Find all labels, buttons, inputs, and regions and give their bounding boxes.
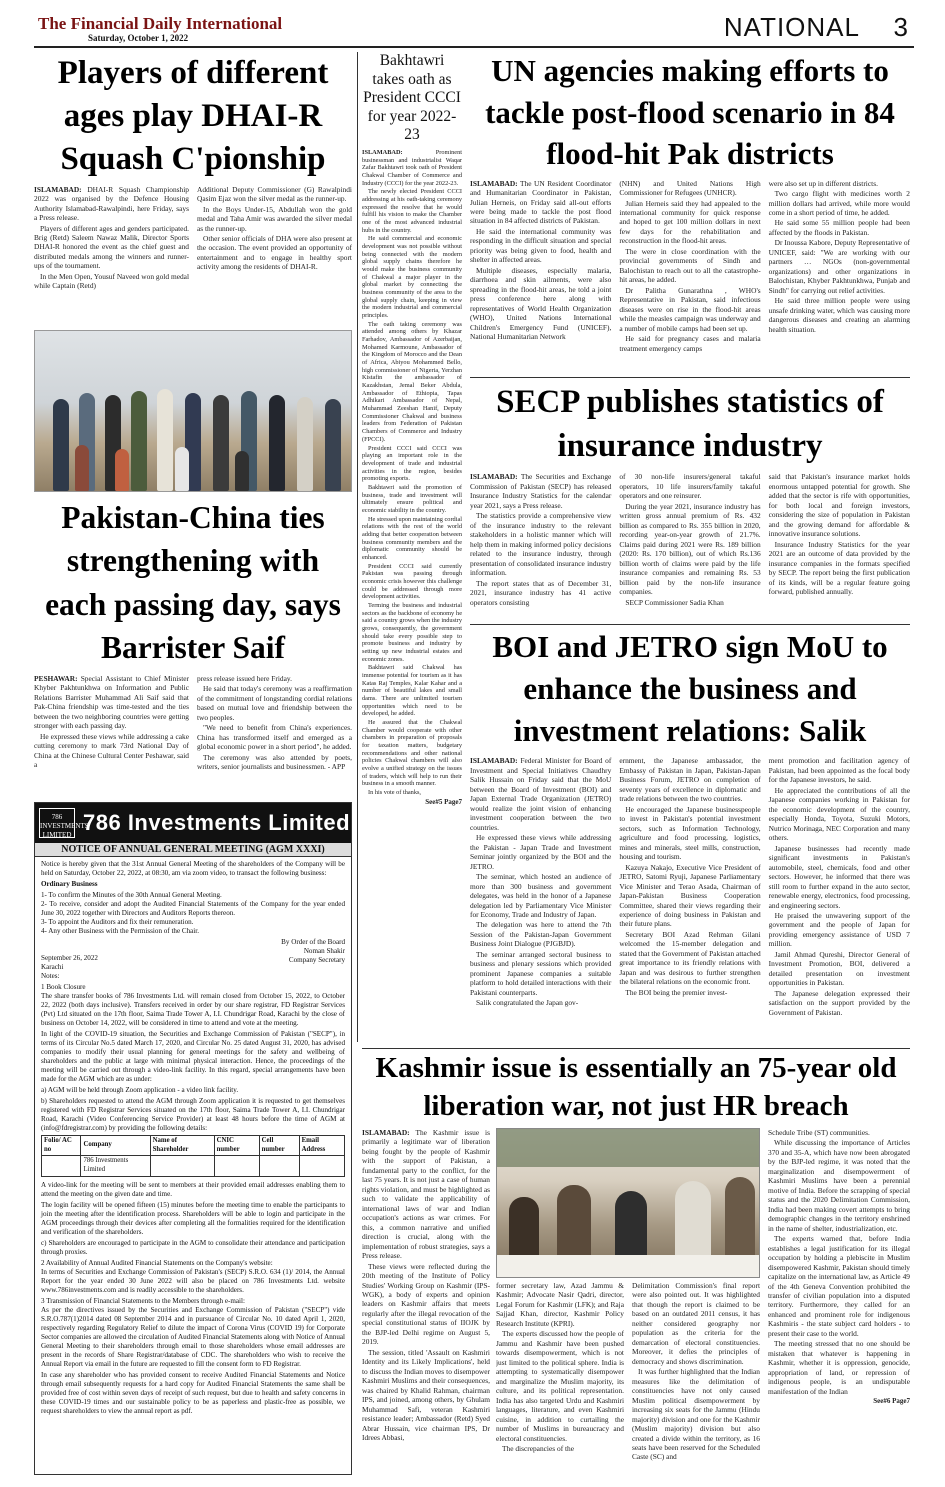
ad-secretary-title: Company Secretary [288,956,345,964]
kashmir-col-4: Schedule Tribe (ST) communities. While discussing the importance of Articles 370 and 35-A, which have now been abrogated by the BJP-led regime, it was noted that the marginalization and disempowerment of Kashmiri Muslims have been a perennial motive of India. Before the scrapping of special status and the 2020 Delimitation Commission, India had been making covert attempts to bring demographic changes in the territory enshrined in the name of shelter, industrialization, etc. The experts warned that, before India establishes a legal justification for its illegal occupation by holding a plebiscite in Muslim disempowered Kashmir, Pakistan should timely capitalize on the international law, as Article 49 of the 4th Geneva Convention prohibited the transfer of civilian population into a disputed territory. Furthermore, they called for an enhanced and prominent role for indigenous Kashmiris - the state subject card holders - to present their case to the world. The meeting stressed that no one should be mistaken that whatever is happening in Kashmir, whether it is oppression, genocide, appropriation of land, or repression of indigenous people, is an undisputable manifestation of the Indian See#6 Page7 [768,1128,910,1406]
paper-name: The Financial Daily International [38,14,283,33]
kashmir-col-2: former secretary law, Azad Jammu & Kashmir; Advocate Nasir Qadri, director, Legal Forum for Kashmir (LFK); and Raja Sajjad Khan, director, Kashmir Policy Research Institute (KPRI). The experts discussed how the people of Jammu and Kashmir have been pushed towards disempowerment, which is not just limited to the political sphere. India is attempting to systematically disempower and marginalize the Muslim majority, its culture, and its political representation. India has also targeted Urdu and Kashmiri languages, literature, and even Kashmiri cuisine, in addition to curtailing the number of Muslims in bureaucracy and electoral constituencies. The discrepancies of the [496,1281,624,1453]
bakhtawri-headline: Bakhtawri takes oath as President CCCI for year 2022-23 [363,52,461,144]
un-col-2: (NHN) and United Nations High Commissioner for Refugees (UNHCR). Julian Herneis said they had appealed to the international community for quick response and hoped to get 100 million dollars in next few days for the rehabilitation and reconstruction in the flood-hit areas. The were in close coordination with the provincial governments of Sindh and Balochistan to reach out to all the catastrophe-hit areas, he added. Dr Palitha Gunarathna , WHO's Representative in Pakistan, said infectious diseases were on rise in the flood-hit areas while the measles campaign was underway and a number of mobile camps had been set up. He said for pregnancy cases and malaria treatment emergency camps [619,178,761,353]
secp-col-1: ISLAMABAD: The Securities and Exchange Commission of Pakistan (SECP) has released Insurance Industry Statistics for the calendar year 2021, says a Press release. The statistics provide a comprehensive view of the insurance industry to the relevant stakeholders in a holistic manner which will help them in making informed policy decisions related to the insurance industry, through presentation of consolidated insurance industry information. The report states that as of December 31, 2021, insurance industry has 41 active operators consisting [470,472,612,607]
shareholder-table: Folio/ AC no Company Name of Shareholder CNIC number Cell number Email Address 786 Investments Limited [41,1135,345,1177]
boi-article [470,626,910,1046]
squash-headline: Players of different ages play DHAI-R Squash C'pionship [57,55,329,177]
china-headline: Pakistan-China ties strengthening with each passing day, says Barrister Saif [45,500,341,666]
secp-headline: SECP publishes statistics of insurance industry [496,384,884,465]
kashmir-meeting-photo [496,1128,760,1278]
agm-notice-ad [34,802,352,1475]
section-name: NATIONAL [723,12,860,42]
secp-col-3: said that Pakistan's insurance market holds enormous untapped potential for growth. She added that the sector is rife with opportunities, for both local and foreign investors, considering the size of population in Pakistan and the growing demand for affordable & innovative insurance solutions. Insurance Industry Statistics for the year 2021 are an outcome of data provided by the insurance companies in the formats specified by SECP. The report being the first publication of its kinds, will be a regular feature going forward, published annually. [768,472,910,597]
un-col-3: were also set up in different districts. Two cargo flight with medicines worth 2 million dollars had arrived, while more would come in a short period of time, he added. He said some 55 million people had been affected by the floods in Pakistan. Dr Inoussa Kabore, Deputy Representative of UNICEF, said: "We are working with our partners … NGOs (non-governmental organizations) and other organizations in Balochistan, Khyber Pakhtunkhwa, Punjab and Sindh" for carrying out relief activities. He said three million people were using unsafe drinking water, which was causing more dangerous diseases and creating an alarming health situation. [768,178,910,334]
un-article [470,50,910,375]
china-col-2: press release issued here Friday. He said that today's ceremony was a reaffirmation of the commitment of longstanding cordial relations based on mutual love and friendship between the two peoples. "We need to benefit from China's experiences. China has transformed itself and emerged as a global economic power in a short period", he added. The ceremony was also attended by poets, writers, senior journalists and businessmen. - APP [197,673,352,772]
ad-header [35,803,351,843]
un-headline: UN agencies making efforts to tackle post-flood scenario in 84 flood-hit Pak districts [485,53,895,172]
kashmir-col-1: ISLAMABAD: The Kashmir issue is primarily a legitimate war of liberation being fought by the people of Kashmir with the support of Pakistan, a fundamental party to the conflict, for the last 75 years. It is not just a case of human rights violation, and must be highlighted as such to validate the applicability of international laws of war and Indian occupation's actions as war crimes. For this, a common narrative and unified direction is crucial, along with the implementation of robust strategies, says a Press release. These views were reflected during the 20th meeting of the Institute of Policy Studies' Working Group on Kashmir (IPS-WGK), a body of experts and opinion leaders on Kashmir affairs that meets regularly after the illegal revocation of the special constitutional status of IIOJK by the BJP-led Delhi regime on August 5, 2019. The session, titled 'Assault on Kashmiri Identity and its Likely Implications', held to discuss the Indian moves to disempower Kashmiri Muslims and their consequences, was chaired by Khalid Rahman, chairman IPS, and joined, among others, by Ghulam Muhammad Safi, veteran Kashmiri resistance leader; Ambassador (Retd) Syed Abrar Hussain, vice chairman IPS, Dr Idrees Abbasi, [362,1128,490,1442]
bakhtawri-body: ISLAMABAD: Prominent businessman and industrialist Waqar Zafar Bakhtawri took oath of President Chakwal Chamber of Commerce and Industry (CCCI) for the year 2022-23. The newly elected President CCCI addressing at his oath-taking ceremony expressed the resolve that he would fulfill his vision to make the Chamber one of the most advanced industrial hubs in the country. He said commercial and economic development was not possible without being connected with the modern global supply chains therefore he would make the business community of Chakwal a major player in the global market by connecting the business community of the area to the global supply chain, keeping in view the modern industrial and commercial principles. The oath taking ceremony was attended among others by Khazar Farhadov, Ambassador of Azerbaijan, Mohamed Karmoune, Ambassador of the Kingdom of Morocco and the Dean of Africa, Abiyou Mohammed Bello, high commissioner of Nigeria, Yerzhan Kistafin the ambassador of Kazakhstan, Jemal Beker Abdula, Ambassador of Ethiopia, Tapas Adhikari Ambassador of Nepal, Muhammad Zeeshan Hanif, Deputy Commissioner Chakwal and business leaders from Federation of Pakistan Chambers of Commerce and Industry (FPCCI). President CCCI said CCCI was playing an important role in the development of trade and industrial activities in the region, besides promoting exports. Bakhtawri said the promotion of business, trade and investment will ultimately ensure political and economic stability in the country. He stressed upon maintaining cordial relations with the rest of the world adding that better cooperation between business community members and the diplomatic community should be enhanced. President CCCI said currently Pakistan was passing through economic crisis however this challenge could be addressed through more development activities. Terming the business and industrial sectors as the backbone of economy he said a country grows when the industry grows, consequently, the government should take every possible step to promote business and industry by setting up new industrial estates and economic zones. Bakhtawri said Chakwal has immense potential for tourism as it has Katas Raj Temples, Kalar Kahar and a number of beautiful lakes and small dams. There are unlimited tourism opportunities which need to be developed, he added. He assured that the Chakwal Chamber would cooperate with other chambers in preparation of proposals for taxation matters, budgetary recommendations and other national policies Chakwal chambers will also evolve a unified strategy on the issues of traders, which will help to run their business in a smooth manner. In his vote of thanks, See#5 Page7 [362,148,462,806]
ad-order: By Order of the Board [281,938,345,946]
boi-col-3: ment promotion and facilitation agency of Pakistan, had been appointed as the focal body for the Japanese investors, he said. He appreciated the contributions of all the Japanese companies working in Pakistan for the economic development of the country, especially Honda, Toyota, Suzuki Motors, Nutrico Morinaga, NEC Corporation and many others. Japanese businesses had recently made significant investments in Pakistan's automobile, steel, chemicals, food and other sectors. However, he informed that there was still room to further expand in the auto sector, renewable energy, electronics, food processing, and engineering sectors. He praised the unwavering support of the government and the people of Japan for providing emergency assistance of USD 7 million. Jamil Ahmad Qureshi, Director General of Investment Promotion, BOI, delivered a detailed presentation on investment opportunities in Pakistan. The Japanese delegation expressed their satisfaction on the support provided by the Government of Pakistan. [768,756,910,1017]
kashmir-continued: See#6 Page7 [873,1397,910,1406]
un-col-1: ISLAMABAD: The UN Resident Coordinator and Humanitarian Coordinator in Pakistan, Julian Herneis, on Friday said all-out efforts were being made to tackle the post flood situation in 84 affected districts of Pakistan. He said the international community was responding in the difficult situation and special priority was being given to food, health and shelter in affected areas. Multiple diseases, especially malaria, diarrhoea and skin ailments, were also spreading in the flood-hit areas, he told a joint press conference here along with representatives of World Health Organization (WHO), United Nations International Children's Emergency Fund (UNICEF), National Humanitarian Network [470,178,612,342]
ad-city: Karachi [41,963,64,971]
squash-photo [34,330,352,492]
secp-col-2: of 30 non-life insurers/general takaful operators, 10 life insurers/family takaful operators and one reinsurer. During the year 2021, insurance industry has written gross annual premium of Rs. 432 billion as compared to Rs. 355 billion in 2020, recording year-on-year growth of 21.7%. Claims paid during 2021 were Rs. 189 billion (2020: Rs. 170 billion), out of which Rs.136 billion worth of claims were paid by the life insurance companies and remaining Rs. 53 billion paid by the non-life insurance companies. SECP Commissioner Sadia Khan [619,472,761,607]
ad-body: Notice is hereby given that the 31st Annual General Meeting of the shareholders of the Company will be held on Saturday, October 22, 2022, at 08:30, am via zoom video, to transact the following business: Ordinary Business 1- To confirm the Minutes of the 30th Annual General Meeting. 2- To receive, consider and adopt the Audited Financial Statements of the Company for the year ended June 30, 2022 together with Directors and Auditors Reports thereon. 3- To appoint the Auditors and fix their remuneration. 4- Any other Business with the Permission of the Chair. September 26, 2022 Karachi By Order of the Board Noman Shakir Company Secretary Notes: 1 Book Closure The share transfer books of 786 Investments Ltd. will remain closed from October 15, 2022, to October 22, 2022 (both days inclusive). Transfers received in order by our share registrar, FD Registrar Services (Pvt) Ltd situated on the 17th floor, Saima Trade Tower A, I.I. Chundrigar Road, Karachi by the close of business on October 14, 2022, will be considered in time to attend and vote at the meeting. In light of the COVID-19 situation, the Securities and Exchange Commission of Pakistan ("SECP"), in terms of its Circular No.5 dated March 17, 2020, and Circular No. 25 dated August 31, 2020, has advised companies to modify their usual planning for general meetings for the safety and wellbeing of shareholders and the public at large with minimal physical interaction. Hence, the proceedings of the meeting will be carried out through a video-link facility. In this regard, special arrangements have been made for the AGM which are as under: a) AGM will be held through Zoom application - a video link facility. b) Shareholders requested to attend the AGM through Zoom application it is requested to get themselves registered with FD Registrar Services situated on the 17th floor, Saima Trade Tower A, I.I. Chundrigar Road, Karachi (Video Conferencing Service Provider) at least 48 hours before the time of AGM at (info@fdregistrar.com) by providing the following details: Folio/ AC no Company Name of Shareholder CNIC number Cell number Email Address 786 Investments Limited A video-link for the meeting will be sent to members at their provided email addresses enabling them to attend the meeting on the given date and time. The login facility will be opened fifteen (15) minutes before the meeting time to enable the participants to join the meeting after the identification process. Shareholders will be able to login and participate in the AGM proceedings through their devices after completing all the formalities required for the identification and verification of the shareholders. c) Shareholders are encouraged to participate in the AGM to consolidate their attendance and participation through proxies. 2 Availability of Annual Audited Financial Statements on the Company's website: In terms of Securities and Exchange Commission of Pakistan's (SECP) S.R.O. 634 (1)/ 2014, the Annual Report for the year ended 30 June 2022 will also be placed on 786 Investments Ltd. website www.786investments.com and is readily accessible to the shareholders. 3 Transmission of Financial Statements to the Members through e-mail: As per the directives issued by the Securities and Exchange Commission of Pakistan ("SECP") vide S.R.O.787(1)2014 dated 08 September 2014 and in pursuance of Circular No. 10 dated April 1, 2020, respectively regarding Regulatory Relief to dilute the impact of Corona Virus (COVID 19) for Corporate Sector companies are allowed the circulation of Audited Financial Statements along with Notice of Annual General Meeting to their shareholders through email to those shareholders whose email addresses are present in the records of Share Registrar/database of CDC. The shareholders who wish to receive the Annual Report via email in the future are requested to fill the consent form to FD Registrar. In case any shareholder who has provided consent to receive Audited Financial Statements and Notice through email subsequently requests for a hard copy for Audited Financial Statements the same shall be provided free of cost within seven days of receipt of such request, but due to health and safety concerns in these COVID-19 times and our sustainable policy to be as paperless and plastic-free as possible, we request shareholders to view the annual report as pdf. [41,860,345,1415]
squash-col-2: Additional Deputy Commissioner (G) Rawalpindi Qasim Ejaz won the silver medal as the runner-up. In the Boys Under-15, Abdullah won the gold medal and Taha Amir was awarded the silver medal as the runner-up. Other senior officials of DHA were also present at the occasion. The event provided an opportunity of entertainment and to engage in healthy sport activity among the residents of DHAI-R. [197,184,352,272]
secp-article [470,380,910,622]
ad-company-name: 786 Investments Limited [83,810,351,835]
kashmir-headline: Kashmir issue is essentially an 75-year old liberation war, not just HR breach [375,1052,897,1122]
squash-article [34,52,352,328]
bakhtawri-continued: See#5 Page7 [425,797,462,806]
issue-date: Saturday, October 1, 2022 [88,33,189,43]
ad-notice-title: NOTICE OF ANNUAL GENERAL MEETING (AGM XXXI) [35,843,351,857]
ad-date: September 26, 2022 [41,954,98,962]
boi-col-2: ernment, the Japanese ambassador, the Embassy of Pakistan in Japan, Pakistan-Japan Business Forum, JETRO on completion of seventy years of excellence in diplomatic and trade relations between the two countries. He encouraged the Japanese businesspeople to invest in Pakistan's potential investment sectors, such as Information Technology, agriculture and food processing, logistics, mines and minerals, steel mills, construction, housing and tourism. Kazuya Nakajo, Executive Vice President of JETRO, Satomi Ryuji, Japanese Parliamentary Vice Minister and Terao Asada, Chairman of Japan-Pakistan Business Cooperation Committee, shared their views regarding their experience of doing business in Pakistan and their future plans. Secretary BOI Azad Rehman Gilani welcomed the 15-member delegation and stated that the Government of Pakistan attached great importance to its friendly relations with Japan and was desirous to further strengthen the bilateral relations on the economic front. The BOI being the premier invest- [619,756,761,997]
page-number: 3 [893,12,908,42]
company-logo-icon: 786 INVESTMENTS LIMITED [39,808,75,838]
china-article [34,496,352,798]
ad-secretary-name: Noman Shakir [303,947,345,955]
kashmir-col-3: Delimitation Commission's final report were also pointed out. It was highlighted that though the report is claimed to be based on an outdated 2011 census, it has neither considered geography nor population as the criteria for the demarcation of electoral constituencies. Moreover, it defies the principles of democracy and shows discrimination. It was further highlighted that the Indian measures like the delimitation of constituencies have not only caused Muslim political disempowerment by increasing six seats for the Jammu (Hindu majority) division and one for the Kashmir (Muslim majority) division but also created a divide within the territory, as 16 seats have been reserved for the Scheduled Caste (SC) and [632,1281,760,1462]
column-rule [357,52,358,1042]
boi-headline: BOI and JETRO sign MoU to enhance the business and investment relations: Salik [492,629,888,749]
boi-col-1: ISLAMABAD: Federal Minister for Board of Investment and Special Initiatives Chaudhry Salik Hussain on Friday said that the MoU between the Board of Investment (BOI) and Japan External Trade Organization (JETRO) would realize the joint vision of enhancing investment cooperation between the two countries. He expressed these views while addressing the Pakistan - Japan Trade and Investment Seminar jointly organized by the BOI and the JETRO. The seminar, which hosted an audience of more than 300 business and government delegates, was held in the honor of a Japanese delegation led by Parliamentary Vice Minister for Economy, Trade and Industry of Japan. The delegation was here to attend the 7th Session of the Pakistan-Japan Government Business Joint Dialogue (PJGBJD). The seminar arranged sectoral business to business and plenary sessions which provided prominent Japanese companies a suitable platform to hold detailed interactions with their Pakistani counterparts. Salik congratulated the Japan gov- [470,756,612,1008]
bakhtawri-article [362,52,462,1042]
china-col-1: PESHAWAR: Special Assistant to Chief Minister Khyber Pakhtunkhwa on Information and Public Relations Barrister Muhammad Ali Saif said that Pak-China friendship was time-tested and the ties between the two neighboring countries were getting stronger with each passing day. He expressed these views while addressing a cake cutting ceremony to mark 73rd National Day of China at the Chinese Cultural Center Peshawar, said a [34,673,189,770]
masthead [34,12,914,48]
squash-col-1: ISLAMABAD: DHAI-R Squash Championship 2022 was organised by the Defence Housing Authority Islamabad-Rawalpindi, here Friday, says a Press release. Players of different ages and genders participated. Brig (Retd) Saleem Nawaz Malik, Director Sports DHAI-R honored the event as the chief guest and distributed medals among the winners and runner-ups of the tournament. In the Men Open, Yousuf Naveed won gold medal while Captain (Retd) [34,184,189,291]
